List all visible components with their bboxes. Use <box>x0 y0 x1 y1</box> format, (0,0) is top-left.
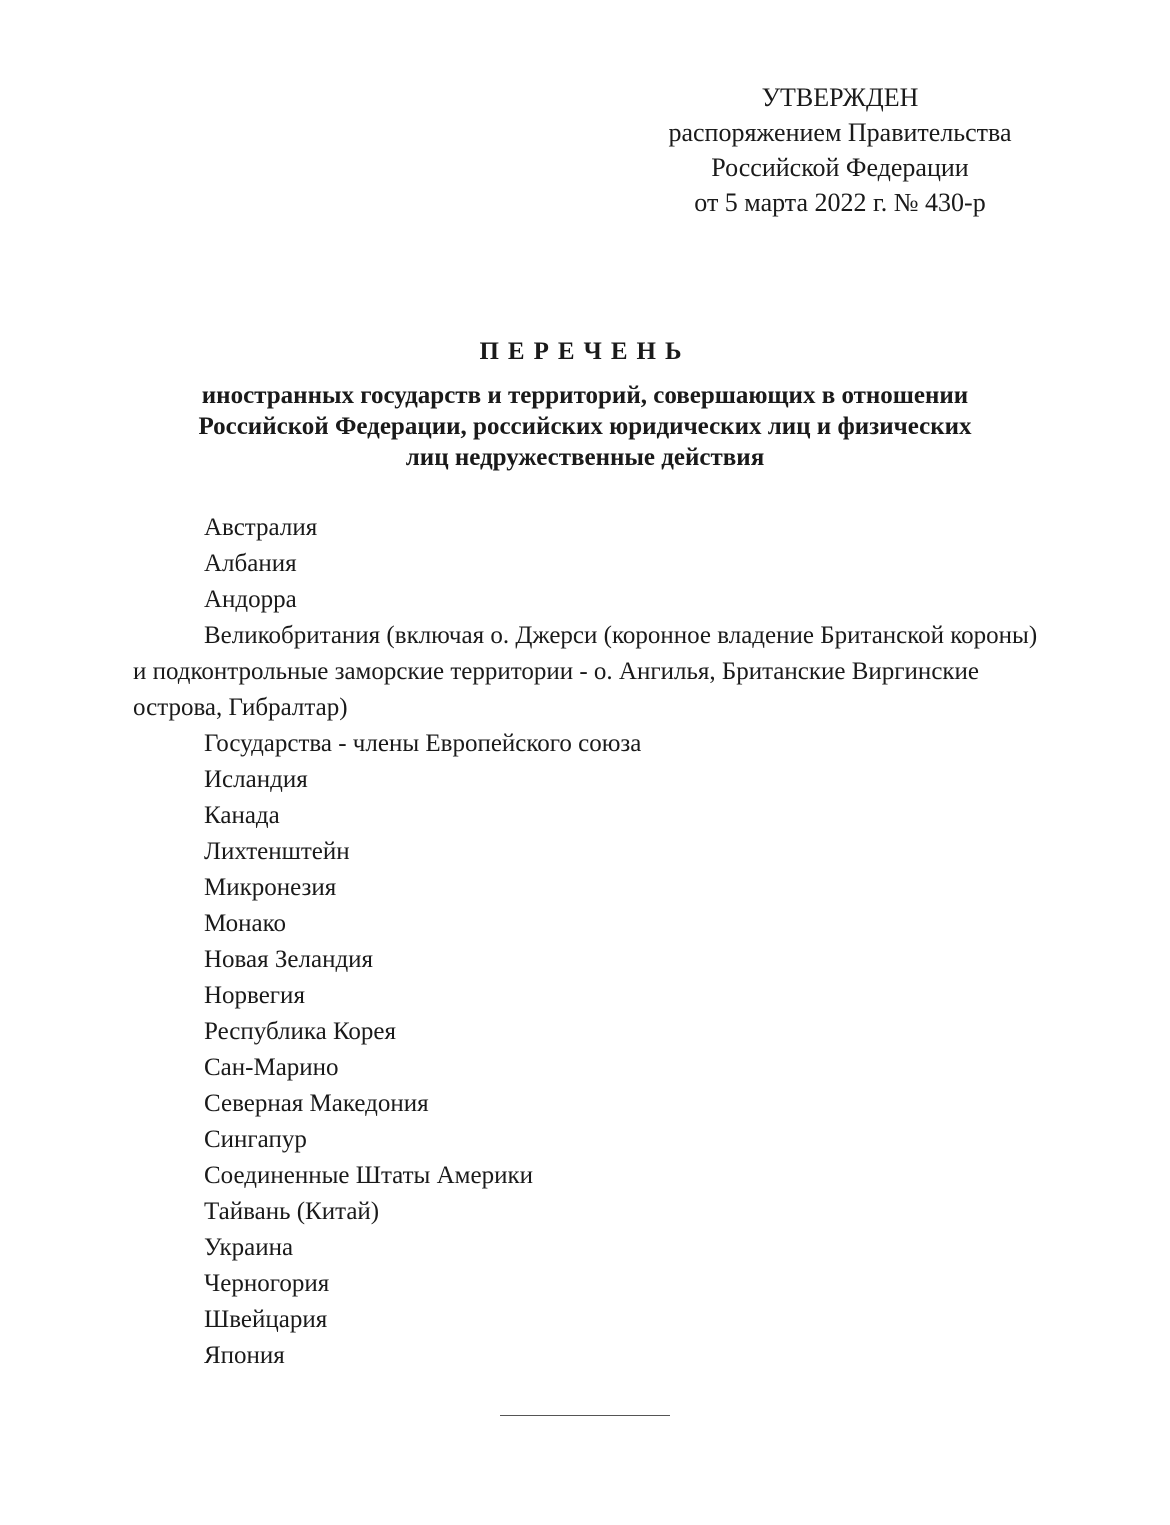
list-item: Тайвань (Китай) <box>204 1198 380 1225</box>
subtitle-line: Российской Федерации, российских юридических лиц и физических <box>198 413 972 440</box>
list-item: Новая Зеландия <box>204 946 374 973</box>
document-title: ПЕРЕЧЕНЬ <box>479 338 691 365</box>
list-item: Черногория <box>204 1270 330 1297</box>
list-item: Соединенные Штаты Америки <box>204 1162 533 1189</box>
subtitle-line: иностранных государств и территорий, совершающих в отношении <box>201 382 969 409</box>
list-item: Австралия <box>204 514 318 541</box>
list-item: Албания <box>204 550 297 577</box>
list-item: Швейцария <box>204 1306 328 1333</box>
document-subtitle <box>130 380 1040 473</box>
list-item: Украина <box>204 1234 294 1261</box>
approval-authority: распоряжением Правительства <box>668 118 1012 147</box>
list-item: Государства - члены Европейского союза <box>204 730 642 757</box>
approval-country: Российской Федерации <box>711 153 969 182</box>
country-list <box>133 510 1043 1374</box>
list-item: Великобритания (включая о. Джерси (коронное владение Британской короны) и подконтрольные заморские территории - о. Ангилья, Британские Виргинские острова, Гибралтар) <box>133 622 1038 721</box>
list-item: Монако <box>204 910 286 937</box>
list-item: Канада <box>204 802 280 829</box>
approval-stamp <box>630 80 1050 220</box>
list-item: Япония <box>204 1342 285 1369</box>
list-item: Сингапур <box>204 1126 307 1153</box>
list-item: Сан-Марино <box>204 1054 339 1081</box>
list-item: Республика Корея <box>204 1018 397 1045</box>
end-divider <box>500 1415 670 1416</box>
list-item: Микронезия <box>204 874 337 901</box>
list-item: Лихтенштейн <box>204 838 350 865</box>
approval-heading: УТВЕРЖДЕН <box>761 83 919 112</box>
list-item: Северная Македония <box>204 1090 429 1117</box>
subtitle-line: лиц недружественные действия <box>405 444 765 471</box>
list-item: Норвегия <box>204 982 305 1009</box>
approval-date-number: от 5 марта 2022 г. № 430-р <box>694 188 986 217</box>
list-item: Андорра <box>204 586 297 613</box>
list-item: Исландия <box>204 766 308 793</box>
